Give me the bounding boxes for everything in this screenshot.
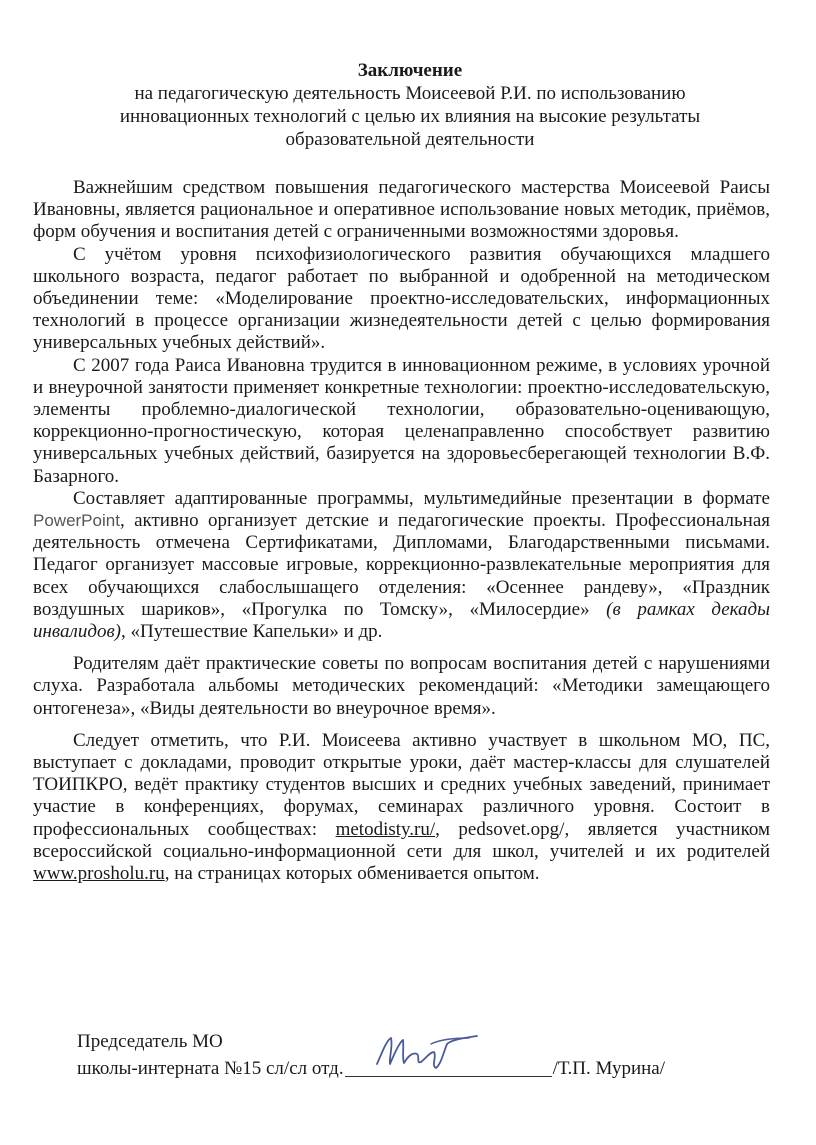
paragraph-6	[33, 730, 770, 885]
paragraph-2: С учётом уровня психофизиологического развития обучающихся младшего школьного возраста, педагог работает по выбранной и одобренной на методическом объединении теме: «Моделирование проектно-исследовательских, информационных технологий в процессе организации жизнедеятельности детей с целью формирования универсальных учебных действий».	[33, 243, 770, 354]
link-prosholu[interactable]: www.prosholu.ru	[33, 863, 165, 885]
signature-role: Председатель МО	[77, 1031, 223, 1052]
paragraph-3: С 2007 года Раиса Ивановна трудится в инновационном режиме, в условиях урочной и внеурочной занятости применяет конкретные технологии: проектно-исследовательскую, элементы проблемно-диалогической технологии, образовательно-оценивающую, коррекционно-прогностическую, которая целенаправленно способствует развитию универсальных учебных действий, базируется на здоровьесберегающей технологии В.Ф. Базарного.	[33, 354, 770, 487]
signature-block	[77, 1028, 777, 1082]
handwritten-signature-icon	[373, 1030, 483, 1074]
signature-org: школы-интерната №15 сл/сл отд.	[77, 1058, 344, 1079]
paragraph-5: Родителям даёт практические советы по вопросам воспитания детей с нарушениями слуха. Разработала альбомы методических рекомендаций: «Методики замещающего онтогенеза», «Виды деятельности во внеурочное время».	[33, 653, 770, 719]
document-body	[33, 177, 770, 885]
paragraph-4-part-a: Составляет адаптированные программы, мультимедийные презентации в формате	[73, 487, 770, 509]
document-header	[60, 59, 760, 151]
powerpoint-term: PowerPoint	[33, 511, 120, 531]
paragraph-6-part-c: , на страницах которых обменивается опытом.	[164, 863, 540, 885]
subtitle-line-3: образовательной деятельности	[285, 129, 535, 150]
signature-blank	[345, 1056, 552, 1077]
paragraph-4-part-c: «Путешествие Капельки» и др.	[130, 621, 383, 643]
paragraph-1: Важнейшим средством повышения педагогического мастерства Моисеевой Раисы Ивановны, является рациональное и оперативное использование новых методик, приёмов, форм обучения и воспитания детей с ограниченными возможностями здоровья.	[33, 177, 770, 243]
subtitle-line-1: на педагогическую деятельность Моисеевой Р.И. по использованию	[134, 83, 686, 104]
signature-line	[77, 1055, 777, 1082]
paragraph-4	[33, 488, 770, 643]
subtitle-line-2: инновационных технологий с целью их влияния на высокие результаты	[119, 106, 701, 127]
paragraph-6-part-a: Следует отметить, что Р.И. Моисеева активно участвует в школьном МО, ПС, выступает с докладами, проводит открытые уроки, даёт мастер-классы для слушателей ТОИПКРО, ведёт практику студентов высших и средних учебных заведений, принимает участие в конференциях, форумах, семинарах различного уровня. Состоит в профессиональных сообществах:	[33, 729, 770, 840]
paragraph-4-italic: (в рамках декады инвалидов),	[33, 598, 771, 643]
paragraph-6-part-b: , pedsovet.opg/, является участником всероссийской социально-информационной сети для школ, учителей и их родителей	[33, 818, 771, 862]
signature-name: /Т.П. Мурина/	[552, 1058, 666, 1079]
link-metodisty[interactable]: metodisty.ru/	[335, 818, 436, 840]
paragraph-4-part-b: , активно организует детские и педагогические проекты. Профессиональная деятельность отмечена Сертификатами, Дипломами, Благодарственными письмами. Педагог организует массовые игровые, коррекционно-развлекательные мероприятия для всех обучающихся слабослышащего отделения: «Осеннее рандеву», «Праздник воздушных шариков», «Прогулка по Томску», «Милосердие»	[33, 510, 770, 620]
document-title: Заключение	[357, 60, 463, 81]
